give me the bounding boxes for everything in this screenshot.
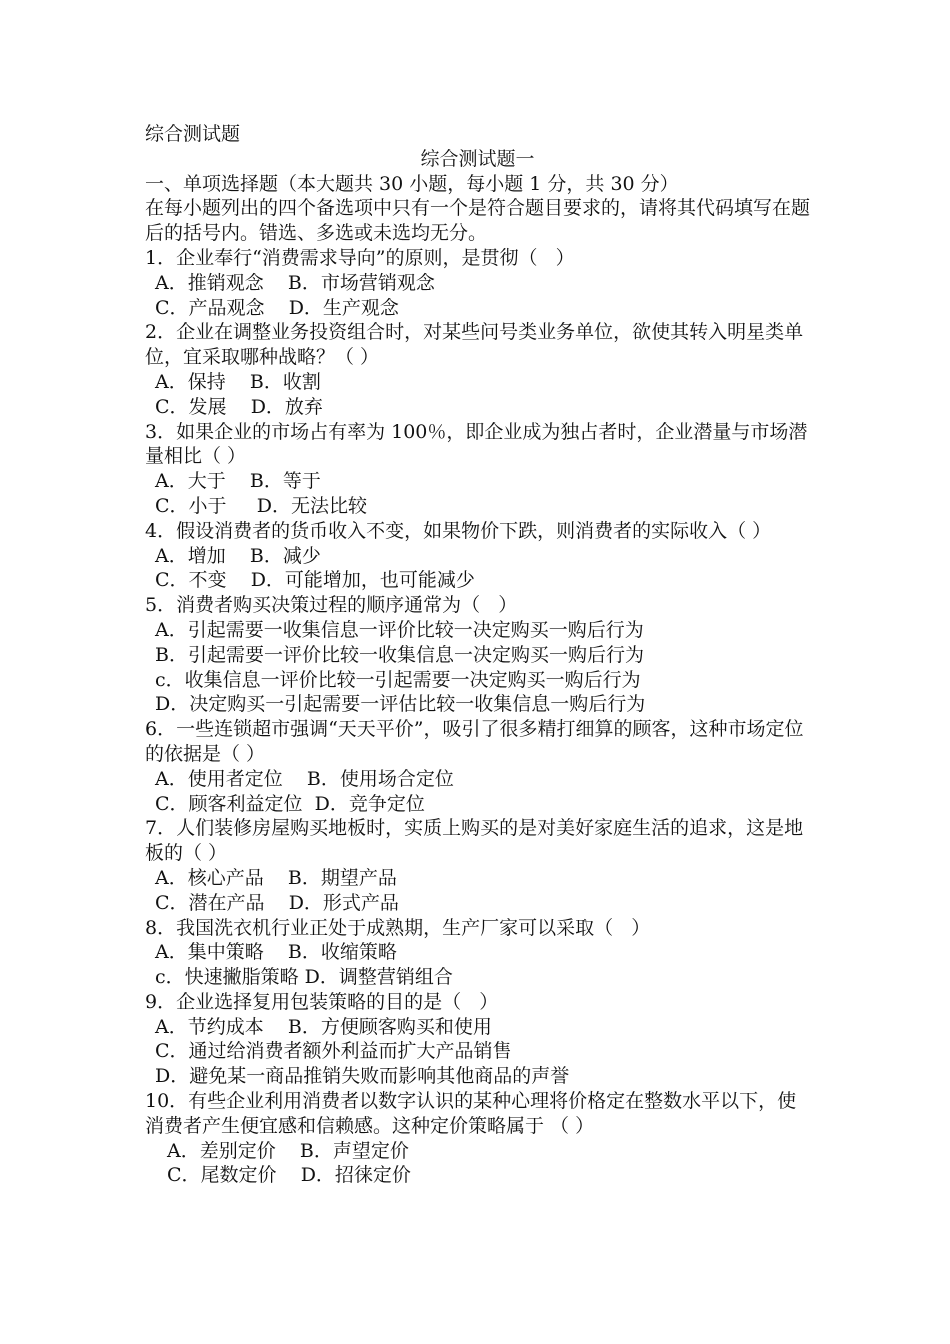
question-9-option-d: D．避免某一商品推销失败而影响其他商品的声誉 — [155, 1065, 570, 1088]
question-1-stem: 1．企业奉行“消费需求导向”的原则，是贯彻（ ） — [145, 246, 575, 269]
question-7-stem: 7．人们装修房屋购买地板时，实质上购买的是对美好家庭生活的追求，这是地板的（ ） — [145, 817, 804, 865]
question-8-options-row1: A．集中策略 B．收缩策略 — [155, 941, 397, 964]
question-6-options-row2: C．顾客利益定位 D．竞争定位 — [155, 792, 425, 815]
question-5-option-b: B．引起需要一评价比较一收集信息一决定购买一购后行为 — [155, 643, 644, 666]
question-2-stem: 2．企业在调整业务投资组合时，对某些问号类业务单位，欲使其转入明星类单位，宜采取哪种战略？（ ） — [145, 321, 804, 369]
question-3-stem: 3．如果企业的市场占有率为 100％，即企业成为独占者时，企业潜量与市场潜量相比（ ） — [145, 420, 808, 468]
question-2-options-row2: C．发展 D．放弃 — [155, 395, 323, 418]
question-4-options-row1: A．增加 B．减少 — [155, 544, 321, 567]
document-title: 综合测试题一 — [420, 147, 535, 170]
document-page — [145, 122, 810, 1188]
question-6-stem: 6．一些连锁超市强调“天天平价”，吸引了很多精打细算的顾客，这种市场定位的依据是（ ） — [145, 718, 804, 765]
question-7-options-row2: C．潜在产品 D．形式产品 — [155, 891, 399, 914]
section-heading: 一、单项选择题（本大题共 30 小题，每小题 1 分，共 30 分） — [145, 172, 679, 195]
question-4-options-row2: C．不变 D．可能增加，也可能减少 — [155, 569, 475, 592]
question-10-options-row1: A．差别定价 B．声望定价 — [167, 1139, 409, 1162]
question-9-options-row1: A．节约成本 B．方便顾客购买和使用 — [155, 1015, 492, 1038]
question-9-option-c: C．通过给消费者额外利益而扩大产品销售 — [155, 1040, 512, 1063]
question-10-stem: 10．有些企业利用消费者以数字认识的某种心理将价格定在整数水平以下，使消费者产生便宜感和信赖感。这种定价策略属于 （ ） — [145, 1090, 797, 1137]
question-6-options-row1: A．使用者定位 B．使用场合定位 — [155, 767, 454, 790]
question-2-options-row1: A．保持 B．收割 — [155, 370, 321, 393]
instructions: 在每小题列出的四个备选项中只有一个是符合题目要求的，请将其代码填写在题后的括号内。错选、多选或未选均无分。 — [145, 197, 811, 245]
question-5-option-d: D．决定购买一引起需要一评估比较一收集信息一购后行为 — [155, 693, 646, 716]
question-10-options-row2: C．尾数定价 D．招徕定价 — [167, 1164, 411, 1187]
question-7-options-row1: A．核心产品 B．期望产品 — [155, 866, 397, 889]
question-3-options-row2: C．小于 D．无法比较 — [155, 494, 367, 517]
question-8-stem: 8．我国洗衣机行业正处于成熟期，生产厂家可以采取（ ） — [145, 916, 651, 939]
question-3-options-row1: A．大于 B．等于 — [155, 470, 321, 493]
question-8-options-row2: c．快速撇脂策略 D．调整营销组合 — [155, 966, 453, 989]
question-5-option-c: c．收集信息一评价比较一引起需要一决定购买一购后行为 — [155, 668, 641, 691]
question-4-stem: 4．假设消费者的货币收入不变，如果物价下跌，则消费者的实际收入（ ） — [145, 519, 772, 542]
document-header: 综合测试题 — [145, 123, 241, 145]
question-9-stem: 9．企业选择复用包装策略的目的是（ ） — [145, 990, 499, 1013]
question-5-option-a: A．引起需要一收集信息一评价比较一决定购买一购后行为 — [155, 618, 644, 641]
question-5-stem: 5．消费者购买决策过程的顺序通常为（ ） — [145, 594, 518, 617]
question-1-options-row2: C．产品观念 D．生产观念 — [155, 296, 399, 319]
question-1-options-row1: A．推销观念 B．市场营销观念 — [155, 271, 435, 294]
